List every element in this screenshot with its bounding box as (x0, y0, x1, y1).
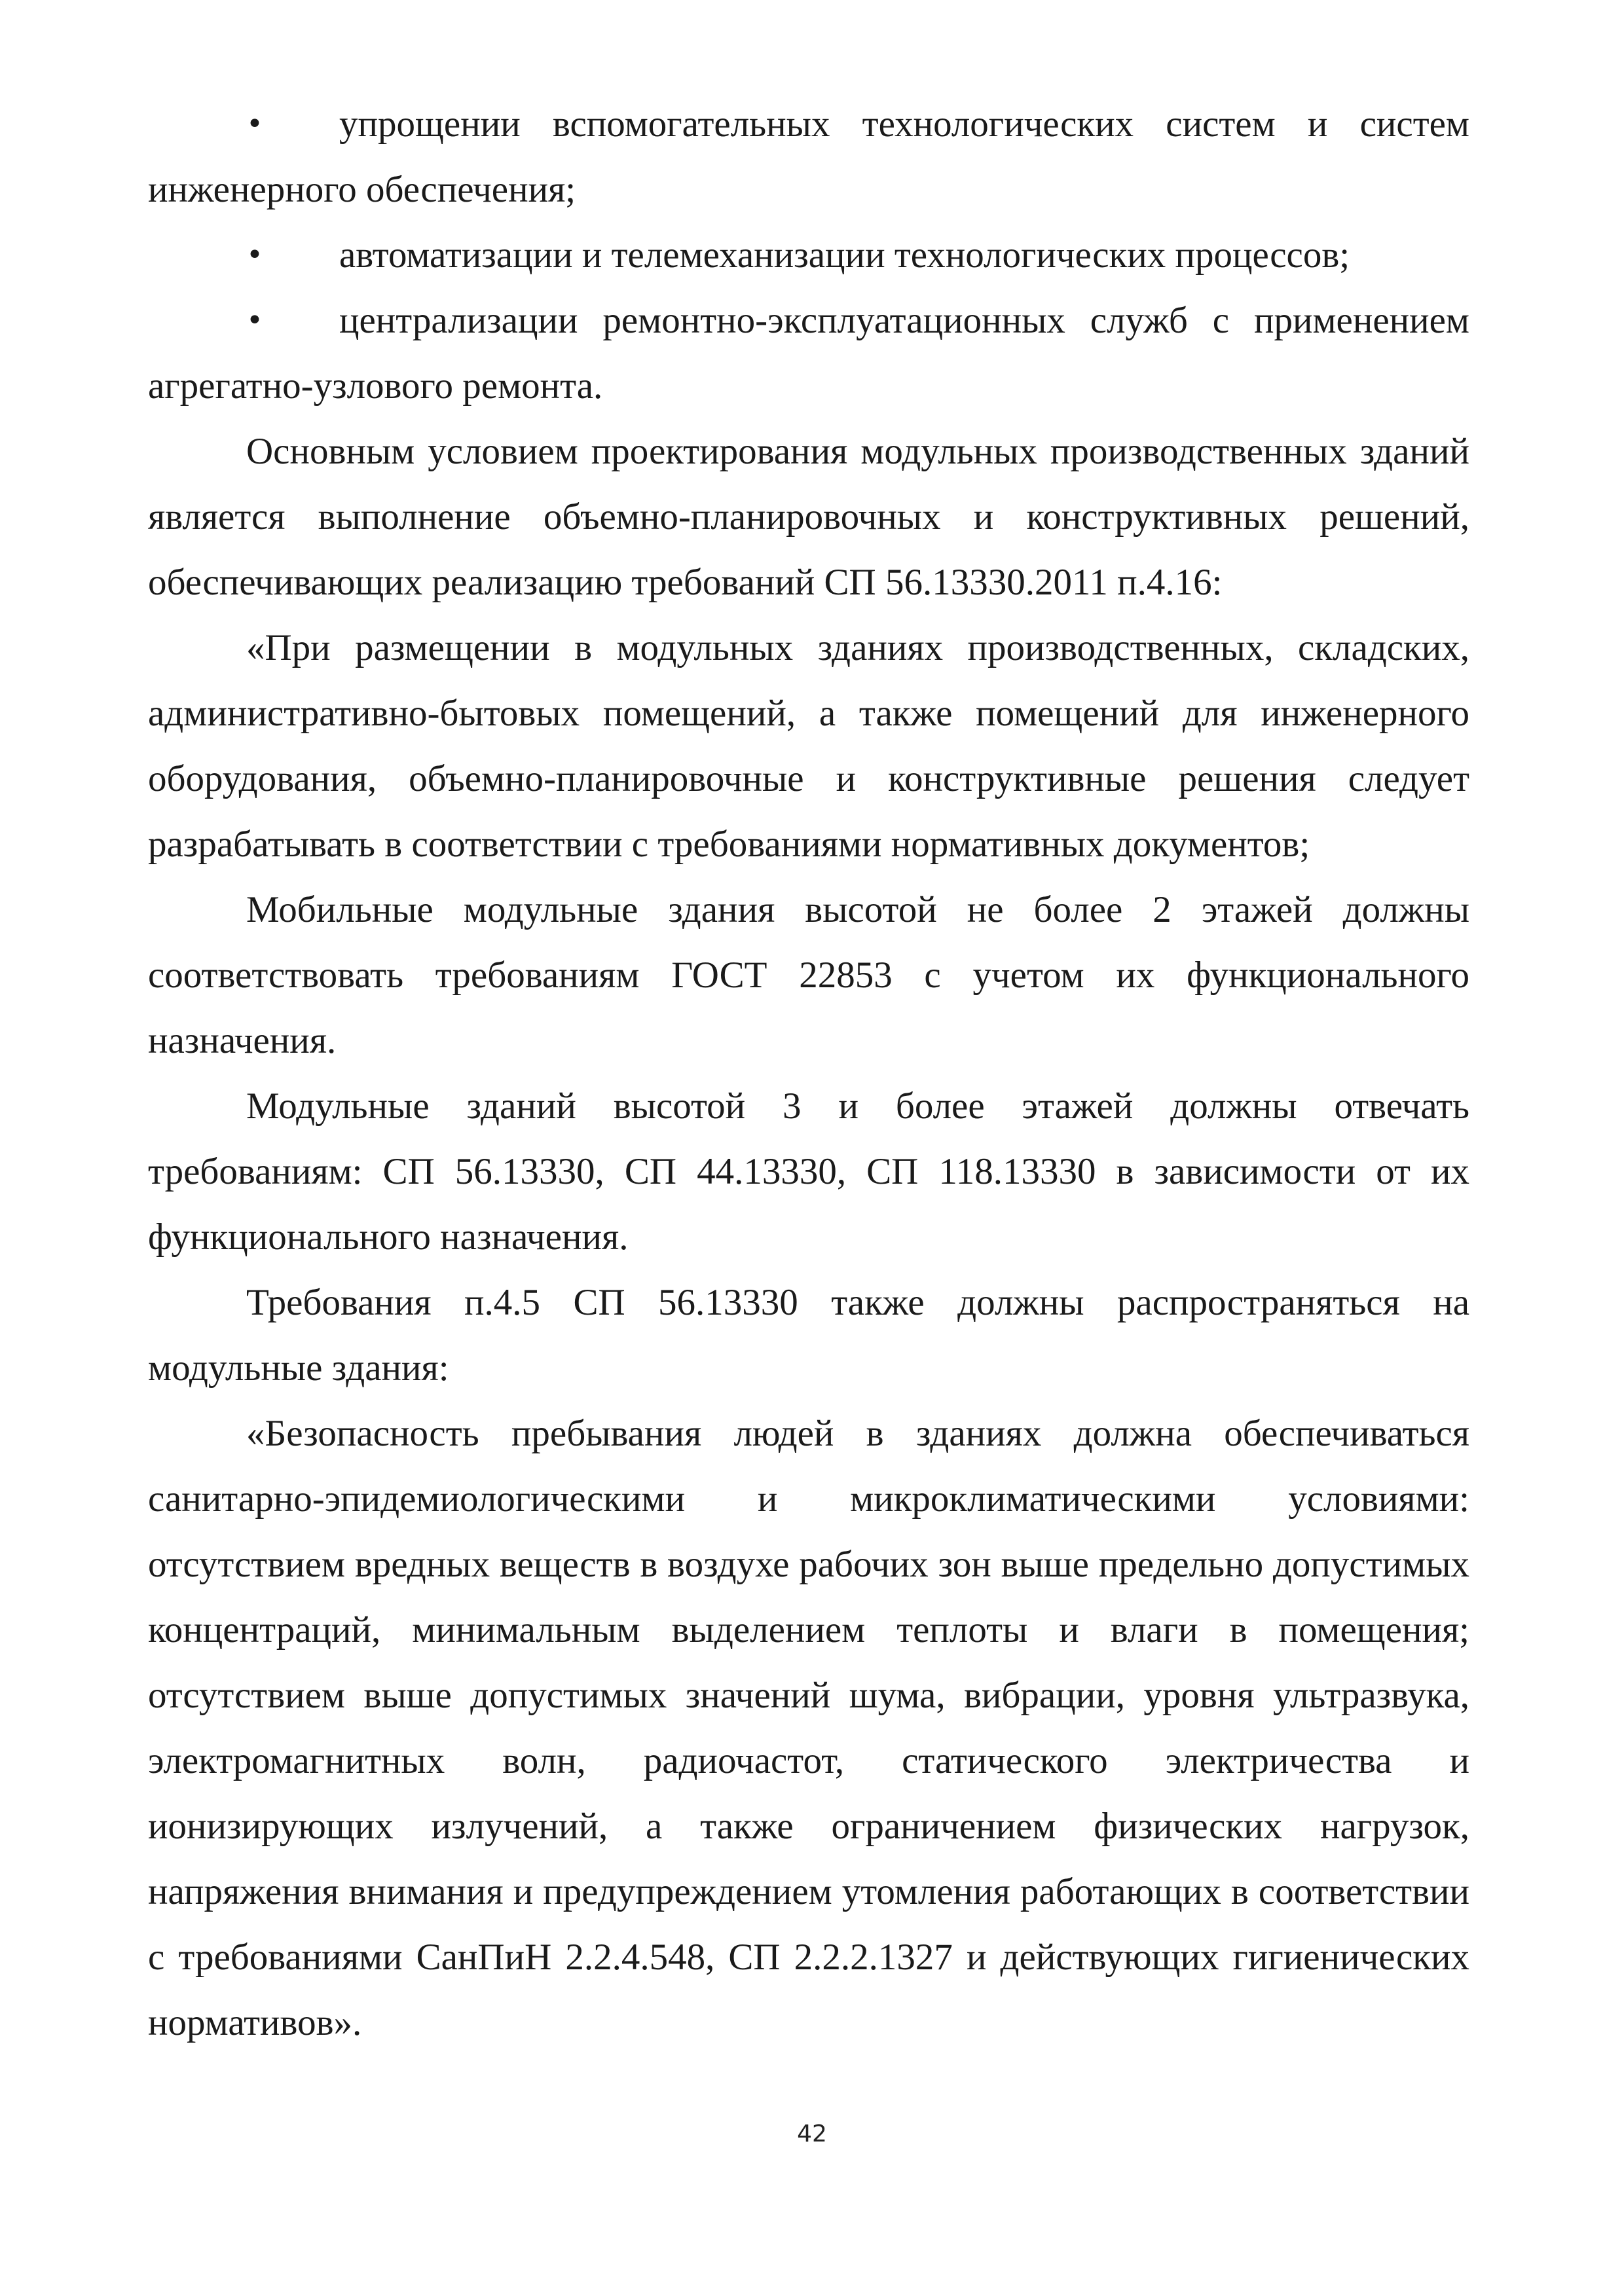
bullet-icon: • (246, 238, 263, 272)
page-body (148, 92, 1469, 2056)
bullet-icon: • (246, 304, 263, 337)
paragraph-mobile-buildings: Мобильные модульные здания высотой не более 2 этажей должны соответствовать требованиям ГОСТ 22853 с учетом их функционального назначения. (148, 889, 1469, 1061)
list-item-text: автоматизации и телемеханизации технологических процессов; (339, 234, 1350, 276)
list-item (148, 288, 1469, 419)
list-item-text: централизации ремонтно-эксплуатационных служб с применением агрегатно-узлового ремонта. (148, 300, 1469, 407)
paragraph-quote-safety: «Безопасность пребывания людей в зданиях должна обеспечиваться санитарно-эпидемиологическими и микроклиматическими условиями: отсутствием вредных веществ в воздухе рабочих зон выше предельно допустимых концентраций, минимальным выделением теплоты и влаги в помещения; отсутствием выше допустимых значений шума, вибрации, уровня ультразвука, электромагнитных волн, радиочастот, статического электричества и ионизирующих излучений, а также ограничением физических нагрузок, напряжения внимания и предупреждением утомления работающих в соответствии с требованиями СанПиН 2.2.4.548, СП 2.2.2.1327 и действующих гигиенических нормативов». (148, 1413, 1469, 2043)
paragraph-requirements: Требования п.4.5 СП 56.13330 также должны распространяться на модульные здания: (148, 1282, 1469, 1389)
list-item-text: упрощении вспомогательных технологических систем и систем инженерного обеспечения; (148, 103, 1469, 210)
list-item (148, 92, 1469, 223)
paragraph-quote-placement: «При размещении в модульных зданиях производственных, складских, административно-бытовых помещений, а также помещений для инженерного оборудования, объемно-планировочные и конструктивные решения следует разрабатывать в соответствии с требованиями нормативных документов; (148, 627, 1469, 865)
bullet-icon: • (246, 107, 263, 141)
page-number: 42 (797, 2121, 827, 2147)
paragraph-main-condition: Основным условием проектирования модульных производственных зданий является выполнение объемно-планировочных и конструктивных решений, обеспечивающих реализацию требований СП 56.13330.2011 п.4.16: (148, 431, 1469, 603)
paragraph-multi-storey: Модульные зданий высотой 3 и более этажей должны отвечать требованиям: СП 56.13330, СП 44.13330, СП 118.13330 в зависимости от их функционального назначения. (148, 1085, 1469, 1258)
list-item (148, 223, 1469, 288)
